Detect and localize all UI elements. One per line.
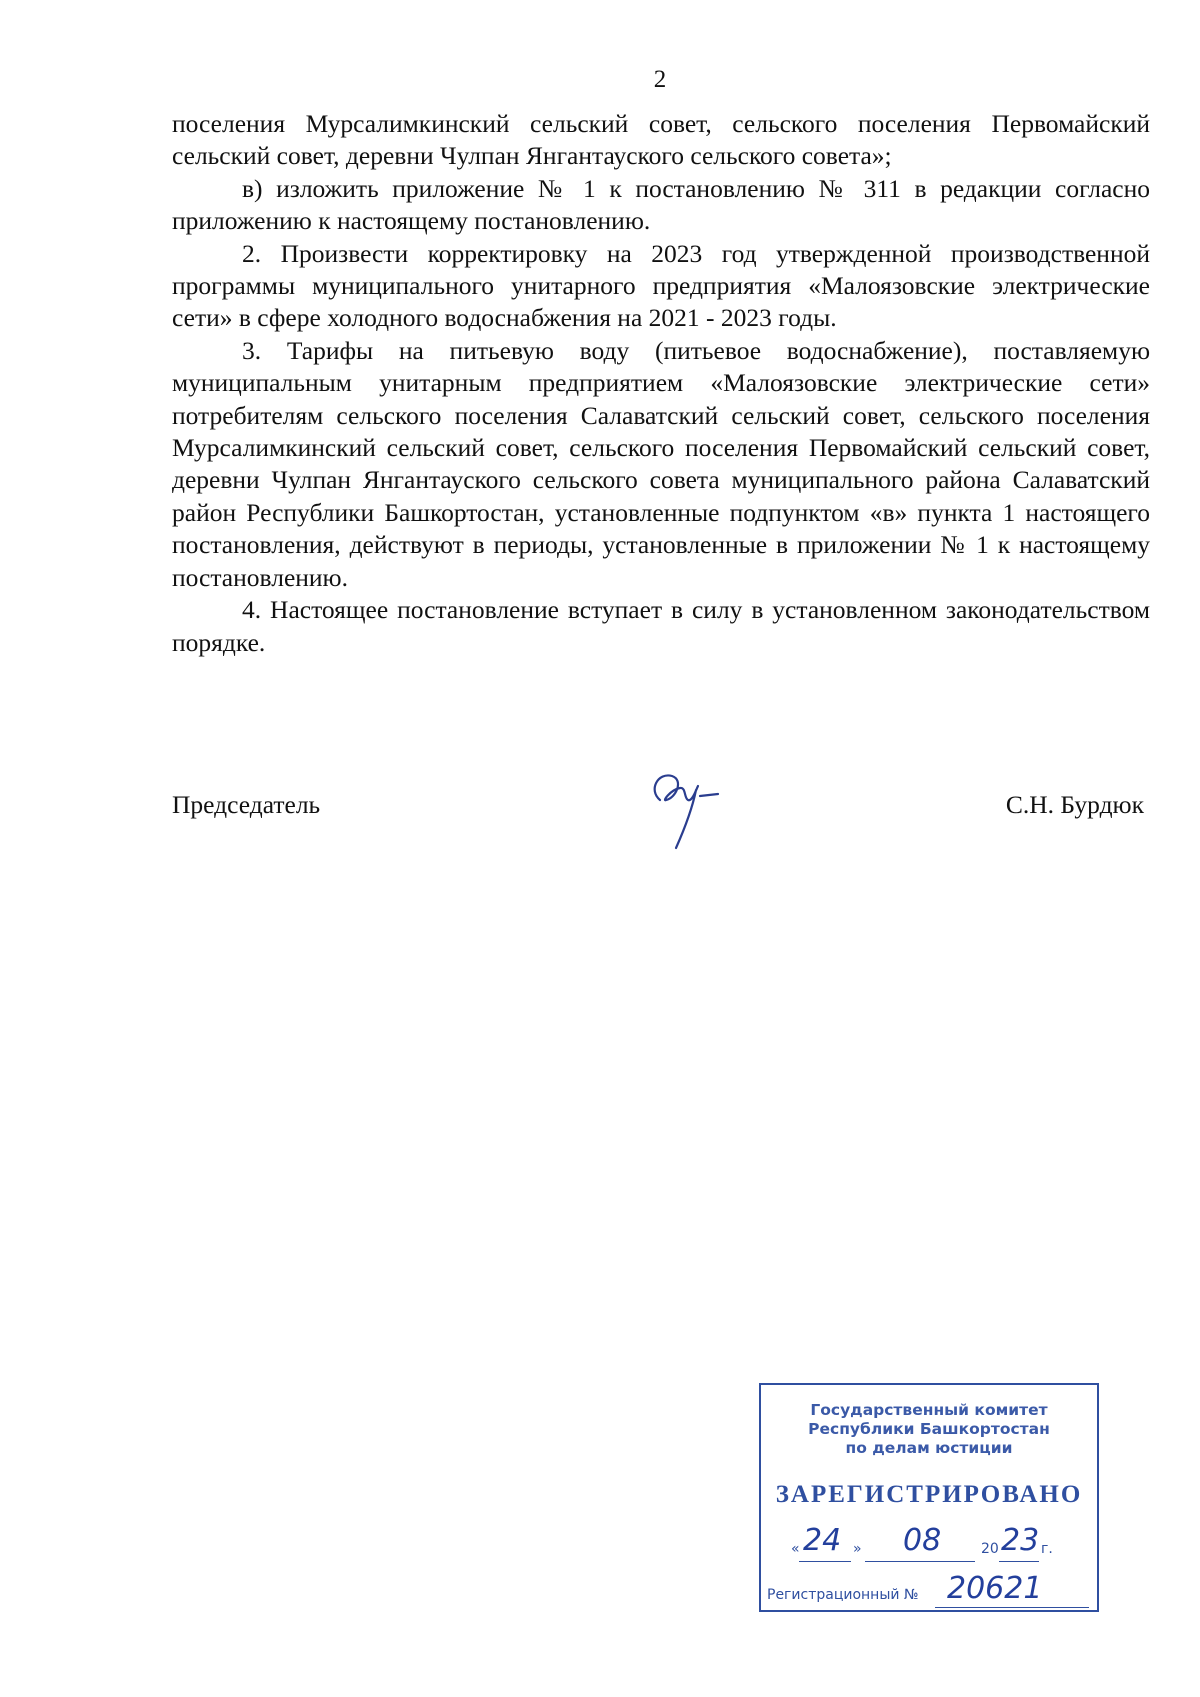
paragraph-point-2: 2. Произвести корректировку на 2023 год утвержденной производственной программы муниципального унитарного предприятия «Малоязовские электрические сети» в сфере холодного водоснабжения на 2021 - 2023 годы.: [172, 238, 1150, 333]
stamp-org-line: Государственный комитет: [810, 1401, 1048, 1419]
document-body: [172, 108, 1150, 659]
stamp-registered-label: ЗАРЕГИСТРИРОВАНО: [775, 1481, 1083, 1508]
stamp-organization: [761, 1401, 1097, 1458]
stamp-year-mark: г.: [1041, 1541, 1053, 1557]
paragraph-continuation: поселения Мурсалимкинский сельский совет, сельского поселения Первомайский сельский совет, деревни Чулпан Янгантауского сельского совета»;: [172, 109, 1150, 171]
stamp-org-line: Республики Башкортостан: [808, 1420, 1050, 1438]
signatory-title: Председатель: [172, 790, 321, 819]
stamp-month-line: [865, 1561, 975, 1562]
stamp-reg-number: 20621: [947, 1571, 1043, 1606]
stamp-year-line: [999, 1561, 1039, 1562]
page-number: 2: [653, 66, 667, 93]
paragraph-subpoint-v: в) изложить приложение № 1 к постановлению № 311 в редакции согласно приложению к настоящему постановлению.: [172, 173, 1150, 236]
stamp-reg-label: Регистрационный №: [767, 1587, 919, 1603]
stamp-quote-close: »: [853, 1541, 862, 1557]
stamp-registration-number: [767, 1571, 1093, 1607]
registration-stamp: [759, 1383, 1099, 1612]
handwritten-signature-icon: [640, 760, 730, 855]
stamp-month: 08: [903, 1523, 942, 1558]
stamp-year-prefix: 20: [981, 1541, 999, 1557]
paragraph-point-4: 4. Настоящее постановление вступает в силу в установленном законодательством порядке.: [172, 595, 1150, 657]
stamp-org-line: по делам юстиции: [845, 1439, 1013, 1457]
paragraph-point-3: 3. Тарифы на питьевую воду (питьевое водоснабжение), поставляемую муниципальным унитарным предприятием «Малоязовские электрические сети» потребителям сельского поселения Салаватский сельский совет, сельского поселения Мурсалимкинский сельский совет, сельского поселения Первомайский сельский совет, деревни Чулпан Янгантауского сельского совета муниципального района Салаватский район Республики Башкортостан, установленные подпунктом «в» пункта 1 настоящего постановления, действуют в периоды, установленные в приложении № 1 к настоящему постановлению.: [172, 335, 1150, 592]
signatory-name: С.Н. Бурдюк: [1005, 790, 1144, 819]
stamp-reg-line: [935, 1607, 1089, 1608]
stamp-day-line: [799, 1561, 851, 1562]
stamp-date: [791, 1523, 1091, 1563]
stamp-year-suffix: 23: [1001, 1523, 1040, 1558]
stamp-day: 24: [803, 1523, 842, 1558]
stamp-quote-open: «: [791, 1541, 800, 1557]
